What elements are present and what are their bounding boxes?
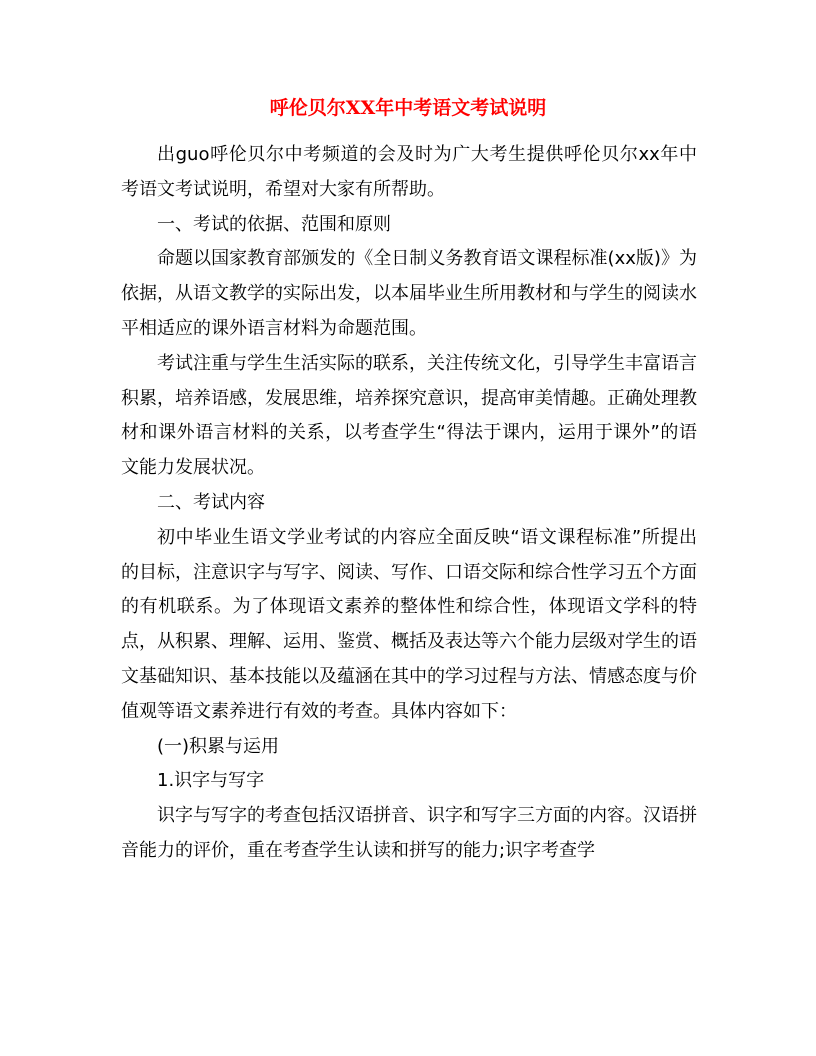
section-heading-1: 一、考试的依据、范围和原则 xyxy=(157,213,391,235)
subsection-heading-1: (一)积累与运用 xyxy=(157,735,280,757)
paragraph-basis: 命题以国家教育部颁发的《全日制义务教育语文课程标准(xx版)》为依据，从语文教学的实际出发，以本届毕业生所用教材和与学生的阅读水平相适应的课外语言材料为命题范围。 xyxy=(121,248,697,339)
paragraph-content: 初中毕业生语文学业考试的内容应全面反映“语文课程标准”所提出的目标，注意识字与写字、阅读、写作、口语交际和综合性学习五个方面的有机联系。为了体现语文素养的整体性和综合性，体现语文学科的特点，从积累、理解、运用、鉴赏、概括及表达等六个能力层级对学生的语文基础知识、基本技能以及蕴涵在其中的学习过程与方法、情感态度与价值观等语文素养进行有效的考查。具体内容如下： xyxy=(121,526,697,722)
paragraph-principle: 考试注重与学生生活实际的联系，关注传统文化，引导学生丰富语言积累，培养语感，发展思维，培养探究意识，提高审美情趣。正确处理教材和课外语言材料的关系，以考查学生“得法于课内，运用于课外”的语文能力发展状况。 xyxy=(121,352,697,479)
section-heading-2: 二、考试内容 xyxy=(157,491,265,513)
paragraph-intro: 出guo呼伦贝尔中考频道的会及时为广大考生提供呼伦贝尔xx年中考语文考试说明，希望对大家有所帮助。 xyxy=(121,144,697,200)
item-heading-1: 1.识字与写字 xyxy=(157,770,265,792)
document-title: 呼伦贝尔XX年中考语文考试说明 xyxy=(269,97,547,119)
paragraph-literacy: 识字与写字的考查包括汉语拼音、识字和写字三方面的内容。汉语拼音能力的评价，重在考查学生认读和拼写的能力;识字考查学 xyxy=(121,805,697,861)
document-body xyxy=(121,138,697,869)
